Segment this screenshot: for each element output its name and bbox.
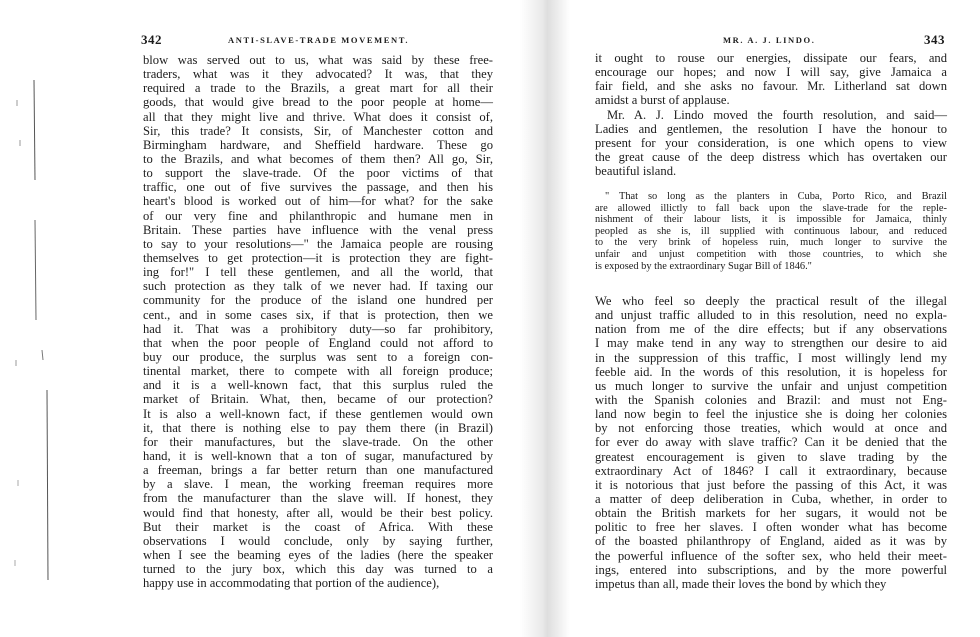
text-line: turned to the jury box, which this day was turned to a [143,562,493,577]
text-line: obtain the British markets for her sugars, it would not be [595,506,947,521]
text-line: community for the produce of the island one hundred per [143,293,493,308]
text-line: But their market is the coast of Africa. With these [143,519,493,534]
text-line: unfair and unjust competition with those countries, to which she [595,248,947,260]
text-line: extraordinary Act of 1846? I call it extraordinary, because [595,463,947,478]
text-line: that when the poor people of England could not afford to [143,335,493,350]
text-line: Britain. These parties have influence with the venal press [143,222,493,237]
text-line: all that they might live and thrive. What does it consist of, [143,109,493,124]
text-line: blow was served out to us, what was said by these free- [143,53,493,67]
right-page [540,0,980,637]
text-line: buy our produce, the surplus was sent to a foreign con- [143,349,493,364]
text-line: impetus than all, made their loves the bond by which they [595,576,887,591]
text-line: Mr. A. J. Lindo moved the fourth resolution, and said— [607,107,947,122]
text-line: politic to free her slaves. I often wonder what has become [595,520,947,535]
text-line: from the manufacturer than the slave will. If honest, they [143,491,493,506]
text-line: to support the slave-trade. Of the poor victims of that [143,166,493,181]
text-line: is exposed by the extraordinary Sugar Bill of 1846." [595,260,812,272]
text-line: the great cause of the deep distress which has overtaken our [595,149,947,164]
text-line: for ever do away with slave traffic? Can it be denied that the [595,435,947,450]
text-line: had it. That was a prohibitory duty—so far prohibitory, [143,321,493,336]
text-line: of the boasted philanthropy of England, aided as it was by [595,534,947,549]
text-line: traffic, one out of five survives the passage, and then his [143,180,493,195]
text-line: to the Brazils, and what becomes of them then? All go, Sir, [143,151,493,166]
text-line: with the Spanish colonies and Brazil: and must not Eng- [595,392,947,407]
text-line: We who feel so deeply the practical result of the illegal [595,294,947,308]
text-line: the powerful influence of the softer sex, who held their meet- [595,548,947,563]
text-line: greatest encouragement is given to slave trading by the [595,449,947,464]
text-line: encourage our hopes; and now I will say, give Jamaica a [595,65,947,80]
right-page-number: 343 [924,32,945,47]
text-line: goods, that would give bread to the poor people at home— [143,95,493,110]
text-line: cent., and in some cases six, if that is protection, then we [143,307,493,322]
resolution-quote [595,191,947,272]
left-running-head: ANTI-SLAVE-TRADE MOVEMENT. [228,35,410,45]
left-page-number: 342 [141,32,162,47]
text-line: fair field, and she asks no favour. Mr. Litherland sat down [595,79,947,94]
text-line: nation from me of the dire effects; but if any observations [595,322,947,337]
text-line: us much longer to survive the unfair and unjust competition [595,378,947,393]
text-line: by a slave. I mean, the working freeman requires more [143,477,493,492]
text-line: feeble aid. In the words of this resolution, it is hopeless for [595,364,947,379]
text-line: traders, what was it they advocated? It was, that they [143,67,493,82]
text-line: are allowed illictly to fall back upon the slave-trade for the reple- [595,202,947,214]
text-line: and it is a well-known fact, that this surplus ruled the [143,378,493,393]
text-line: Birmingham hardware, and Sheffield hardware. These go [143,137,493,152]
text-line: tinental market, there to compete with all foreign produce; [143,364,493,379]
text-line: beautiful island. [595,164,677,179]
text-line: peopled as she is, ill supplied with continuous labour, and reduced [595,225,947,237]
text-line: in the suppression of this traffic, I most willingly lend my [595,350,947,365]
text-line: for their manufactures, but the slave-trade. On the other [143,434,493,449]
text-line: to say to your resolutions—" the Jamaica people are rousing [143,236,493,251]
right-body-text-top [595,51,947,178]
text-line: amidst a burst of applause. [595,93,730,108]
text-line: it is notorious that just before the passing of this Act, it was [595,477,947,492]
text-line: " That so long as the planters in Cuba, Porto Rico, and Brazil [605,191,947,202]
text-line: when I see the beaming eyes of the ladies (here the speaker [143,547,493,562]
text-line: to the very brink of hopeless ruin, much longer to survive the [595,237,947,249]
text-line: it ought to rouse our energies, dissipate our fears, and [595,51,947,65]
text-line: ings, entered into subscriptions, and by the more powerful [595,562,947,577]
text-line: present for your consideration, is one which opens to view [595,135,947,150]
text-line: would find that honesty, after all, would be their best policy. [143,505,493,520]
text-line: happy use in accommodating that portion of the audience), [143,576,440,591]
text-line: heart's blood is worked out of him—for what? for the sake [143,194,493,209]
text-line: nishment of their labour lists, it is impossible for Jamaica, thinly [595,214,947,226]
text-line: It is also a well-known fact, if these gentlemen would own [143,406,493,421]
text-line: a freeman, brings a far better return than one manufactured [143,463,493,478]
text-line: ing for!" I tell these gentlemen, and all the world, that [143,265,493,280]
text-line: observations I would conclude, only by saying further, [143,533,493,548]
text-line: I may make tend in any way to strengthen our desire to aid [595,336,947,351]
text-line: themselves to get protection—it is protection they are fight- [143,250,493,265]
text-line: of our very fine and philanthropic and humane men in [143,208,493,223]
text-line: a matter of deep deliberation in Cuba, whether, in order to [595,491,947,506]
text-line: market of Britain. What, then, became of our protection? [143,392,493,407]
left-body-text [143,53,493,590]
text-line: Sir, this trade? It consists, Sir, of Manchester cotton and [143,123,493,138]
right-running-head: MR. A. J. LINDO. [723,35,816,45]
text-line: it, that there is nothing else to pay them there (in Brazil) [143,420,493,435]
right-body-text-bottom [595,294,947,591]
text-line: Ladies and gentlemen, the resolution I have the honour to [595,121,947,136]
text-line: by not enforcing those treaties, which would at once and [595,421,947,436]
text-line: and unjust traffic alluded to in this resolution, need no expla- [595,308,947,323]
text-line: such protection as they talk of we never had. If taxing our [143,279,493,294]
text-line: hand, it is well-known that a ton of sugar, manufactured by [143,448,493,463]
text-line: required a trade to the Brazils, a great mart for all their [143,81,493,96]
text-line: land now begin to feel the injustice she is doing her colonies [595,407,947,422]
binding-edge-marks [12,60,52,620]
